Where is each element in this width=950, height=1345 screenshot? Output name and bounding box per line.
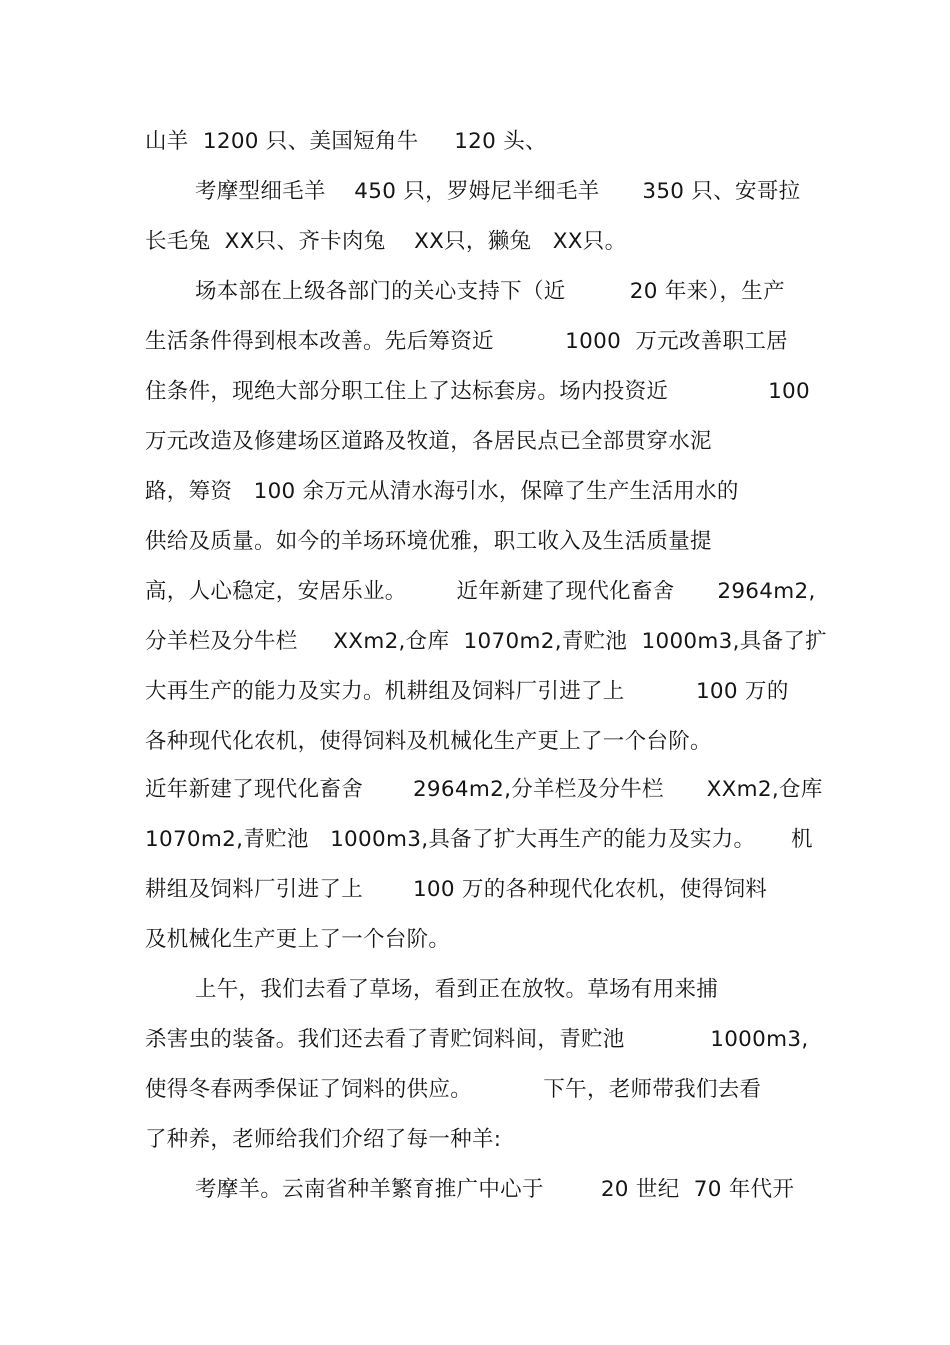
text-line: 近年新建了现代化畜舍 2964m2,分羊栏及分牛栏 XXm2,仓库 (145, 777, 823, 802)
text-line: 高，人心稳定，安居乐业。 近年新建了现代化畜舍 2964m2, (145, 579, 816, 604)
text-line: 各种现代化农机，使得饲料及机械化生产更上了一个台阶。 (145, 729, 712, 754)
text-line: 上午，我们去看了草场，看到正在放牧。草场有用来捕 (145, 977, 719, 1002)
text-line: 考摩型细毛羊 450 只，罗姆尼半细毛羊 350 只、安哥拉 (145, 179, 801, 204)
text-line: 供给及质量。如今的羊场环境优雅，职工收入及生活质量提 (145, 529, 712, 554)
text-line: 山羊 1200 只、美国短角牛 120 头、 (145, 129, 547, 154)
text-line: 杀害虫的装备。我们还去看了青贮饲料间，青贮池 1000m3, (145, 1027, 809, 1052)
text-line: 生活条件得到根本改善。先后筹资近 1000 万元改善职工居 (145, 329, 788, 354)
text-line: 考摩羊。云南省种羊繁育推广中心于 20 世纪 70 年代开 (145, 1177, 795, 1202)
text-line: 场本部在上级各部门的关心支持下（近 20 年来），生产 (145, 279, 785, 304)
text-line: 了种养，老师给我们介绍了每一种羊: (145, 1127, 502, 1152)
text-line: 长毛兔 XX只、齐卡肉兔 XX只，獭兔 XX只。 (145, 229, 627, 254)
text-line: 万元改造及修建场区道路及牧道，各居民点已全部贯穿水泥 (145, 429, 712, 454)
text-line: 耕组及饲料厂引进了上 100 万的各种现代化农机，使得饲料 (145, 877, 768, 902)
text-line: 大再生产的能力及实力。机耕组及饲料厂引进了上 100 万的 (145, 679, 789, 704)
text-line: 使得冬春两季保证了饲料的供应。 下午，老师带我们去看 (145, 1077, 762, 1102)
text-line: 及机械化生产更上了一个台阶。 (145, 927, 451, 952)
text-line: 1070m2,青贮池 1000m3,具备了扩大再生产的能力及实力。 机 (145, 827, 813, 852)
text-line: 路，筹资 100 余万元从清水海引水，保障了生产生活用水的 (145, 479, 739, 504)
text-line: 分羊栏及分牛栏 XXm2,仓库 1070m2,青贮池 1000m3,具备了扩 (145, 629, 827, 654)
text-line: 住条件，现绝大部分职工住上了达标套房。场内投资近 100 (145, 379, 811, 404)
